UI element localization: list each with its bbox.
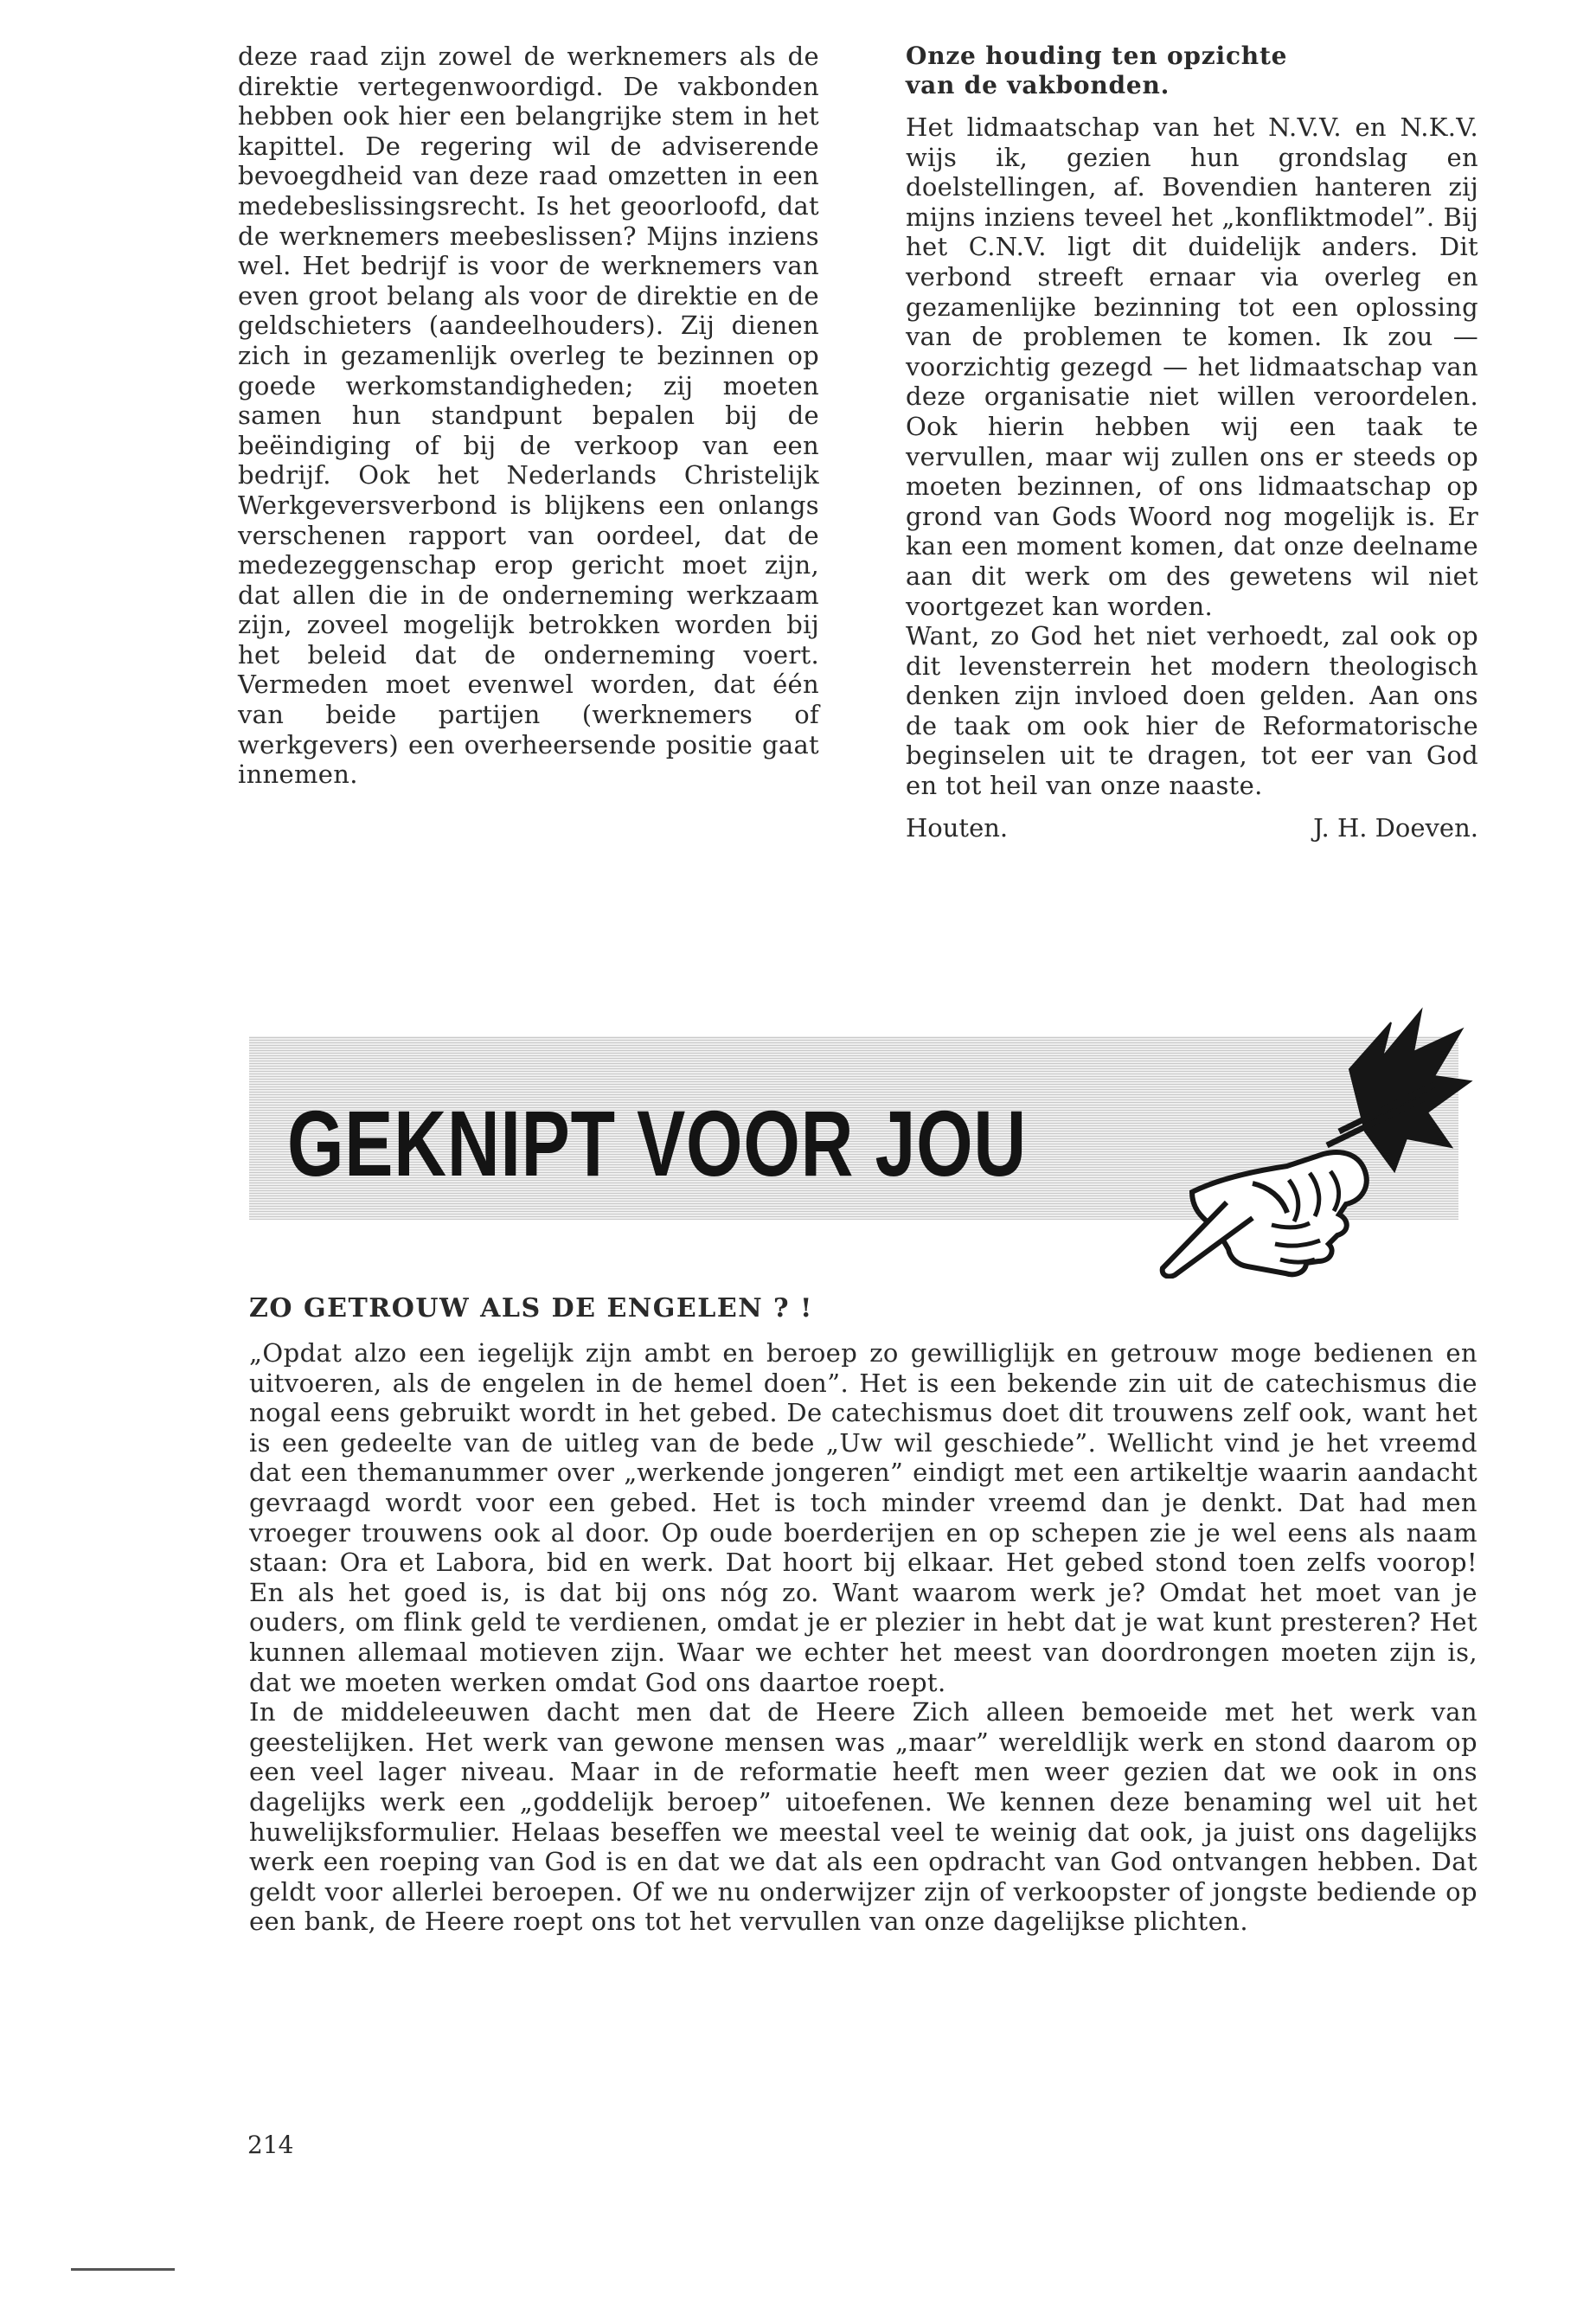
page-number: 214 [247,2131,294,2159]
left-column [238,42,819,790]
right-paragraph-2: Want, zo God het niet verhoedt, zal ook op dit levensterrein het modern theologisch denken zijn invloed doen gelden. Aan ons de taak om ook hier de Reformatorische beginselen uit te dragen, tot eer van God en tot heil van onze naaste. [906,621,1478,801]
section-heading-line1: Onze houding ten opzichte [906,42,1288,70]
banner-title: GEKNIPT VOOR JOU [287,1091,1028,1195]
article [249,1293,1477,1937]
article-heading: ZO GETROUW ALS DE ENGELEN ? ! [249,1293,813,1324]
section-heading-line2: van de vakbonden. [906,71,1170,99]
section-heading [906,42,1478,100]
right-paragraph-1: Het lidmaatschap van het N.V.V. en N.K.V. wijs ik, gezien hun grondslag en doelstellingen, af. Bovendien hanteren zij mijns inziens teveel het „konfliktmodel”. Bij het C.N.V. ligt dit duidelijk anders. Dit verbond streeft ernaar via overleg en gezamenlijke bezinning tot een oplossing van de problemen te komen. Ik zou — voorzichtig gezegd — het lidmaatschap van deze organisatie niet willen veroordelen. Ook hierin hebben wij een taak te vervullen, maar wij zullen ons er steeds op moeten bezinnen, of ons lidmaatschap op grond van Gods Woord nog mogelijk is. Er kan een moment komen, dat onze deelname aan dit werk om des gewetens wil niet voortgezet kan worden. [906,112,1478,621]
scan-edge-mark [71,2268,175,2271]
right-column [906,42,1478,843]
article-body [249,1338,1477,1937]
article-paragraph-1: „Opdat alzo een iegelijk zijn ambt en beroep zo gewilliglijk en getrouw moge bedienen en uitvoeren, als de engelen in de hemel doen”. Het is een bekende zin uit de catechismus die nogal eens gebruikt wordt in het gebed. De catechismus doet dit trouwens zelf ook, want het is een gedeelte van de uitleg van de bede „Uw wil geschiede”. Wellicht vind je het vreemd dat een themanummer over „werkende jongeren” eindigt met een artikeltje waarin aandacht gevraagd wordt voor een gebed. Het is toch minder vreemd dan je denkt. Dat had men vroeger trouwens ook al door. Op oude boerderijen en op schepen zie je wel eens als naam staan: Ora et Labora, bid en werk. Dat hoort bij elkaar. Het gebed stond toen zelfs voorop! En als het goed is, is dat bij ons nóg zo. Want waarom werk je? Omdat het moet van je ouders, om flink geld te verdienen, omdat je er plezier in hebt dat je wat kunt presteren? Het kunnen allemaal motieven zijn. Waar we echter het meest van doordrongen moeten zijn is, dat we moeten werken omdat God ons daartoe roept. [249,1338,1477,1697]
left-column-text: deze raad zijn zowel de werknemers als de direktie vertegenwoordigd. De vakbonden hebben ook hier een belangrijke stem in het kapittel. De regering wil de adviserende bevoegdheid van deze raad omzetten in een medebeslissingsrecht. Is het geoorloofd, dat de werknemers meebeslissen? Mijns inziens wel. Het bedrijf is voor de werknemers van even groot belang als voor de direktie en de geldschieters (aandeelhouders). Zij dienen zich in gezamenlijk overleg te bezinnen op goede werkomstandigheden; zij moeten samen hun standpunt bepalen bij de beëindiging of bij de verkoop van een bedrijf. Ook het Nederlands Christelijk Werkgeversverbond is blijkens een onlangs verschenen rapport van oordeel, dat de medezeggenschap erop gericht moet zijn, dat allen die in de onderneming werkzaam zijn, zoveel mogelijk betrokken worden bij het beleid dat de onderneming voert. Vermeden moet evenwel worden, dat één van beide partijen (werknemers of werkgevers) een overheersende positie gaat innemen. [238,42,819,790]
signature-author: J. H. Doeven. [1313,812,1478,843]
pointing-hand-icon [1123,1002,1486,1279]
column-banner [249,1036,1476,1220]
signature-line [906,813,1478,843]
article-paragraph-2: In de middeleeuwen dacht men dat de Heere Zich alleen bemoeide met het werk van geestelijken. Het werk van gewone mensen was „maar” wereldlijk werk en stond daarom op een veel lager niveau. Maar in de reformatie heeft men weer gezien dat we ook in ons dagelijks werk een „goddelijk beroep” uitoefenen. We kennen deze benaming wel uit het huwelijksformulier. Helaas beseffen we meestal veel te weinig dat ook, ja juist ons dagelijks werk een roeping van God is en dat we dat als een opdracht van God ontvangen hebben. Dat geldt voor allerlei beroepen. Of we nu onderwijzer zijn of verkoopster of jongste bediende op een bank, de Heere roept ons tot het vervullen van onze dagelijkse plichten. [249,1697,1477,1937]
signature-place: Houten. [906,812,1009,843]
